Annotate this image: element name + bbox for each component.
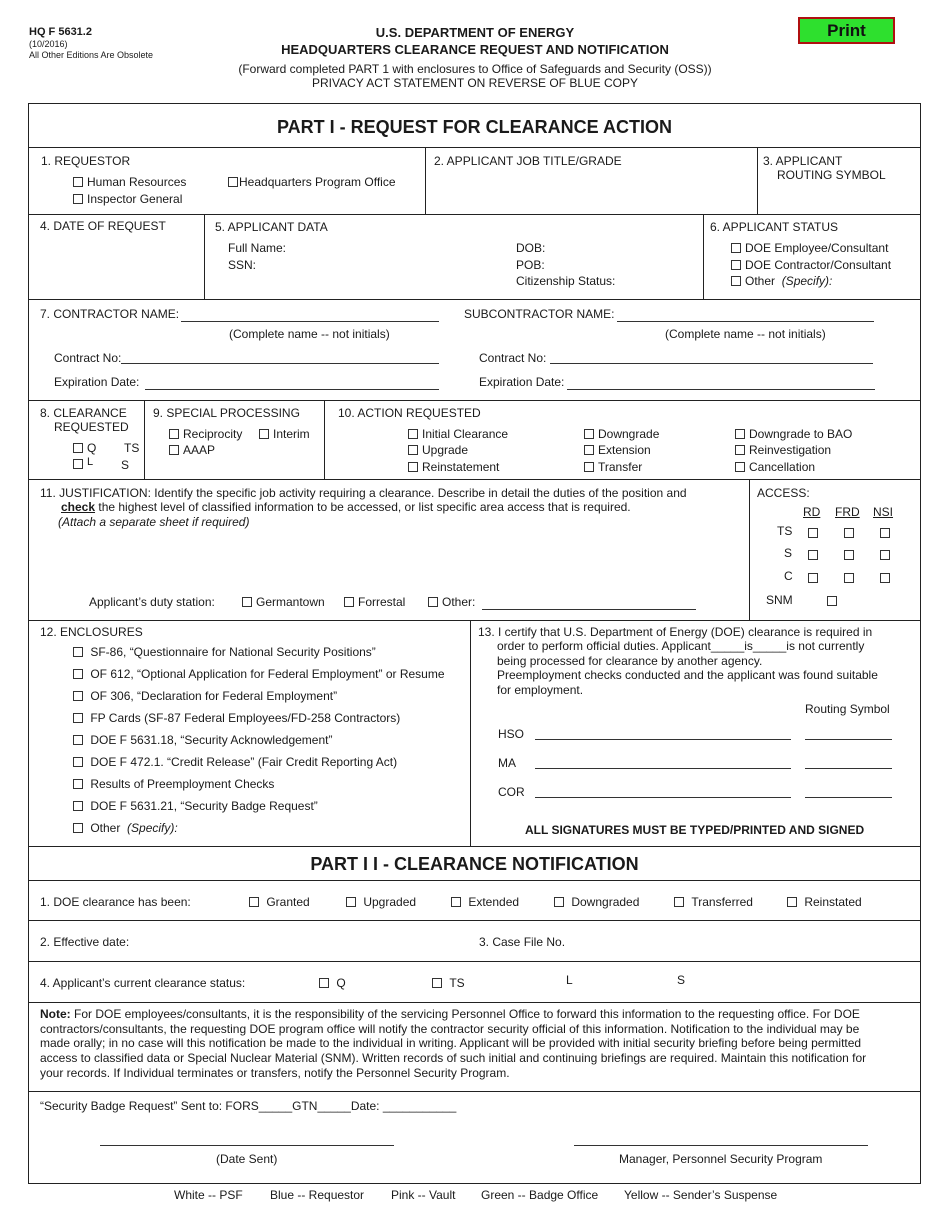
privacy-statement: PRIVACY ACT STATEMENT ON REVERSE OF BLUE COPY (311, 76, 639, 90)
outcome-upgraded[interactable]: Upgraded (346, 895, 416, 909)
initial-checkbox[interactable] (408, 429, 418, 439)
justification-attach: (Attach a separate sheet if required) (58, 515, 250, 529)
outcome-granted[interactable]: Granted (249, 895, 310, 909)
l-checkbox[interactable] (73, 459, 83, 469)
current-s-label: S (677, 973, 686, 987)
copy-yellow: Yellow -- Sender’s Suspense (624, 1188, 778, 1202)
duty-forrestal[interactable]: Forrestal (344, 595, 405, 609)
access-s-frd[interactable] (844, 550, 854, 560)
upgraded-checkbox[interactable] (346, 897, 356, 907)
reinstated-checkbox[interactable] (787, 897, 797, 907)
subcontractor-name-label: SUBCONTRACTOR NAME: (464, 307, 615, 321)
outcome-reinstated[interactable]: Reinstated (787, 895, 862, 909)
subcontractor-name-field[interactable] (617, 321, 874, 322)
enclosure-checkbox[interactable] (73, 713, 83, 723)
outcome-downgraded[interactable]: Downgraded (554, 895, 639, 909)
cor-signature-field[interactable] (535, 797, 791, 798)
enclosure-item[interactable]: Results of Preemployment Checks (73, 777, 274, 791)
clearance-label-1: 8. CLEARANCE (40, 406, 127, 420)
granted-checkbox[interactable] (249, 897, 259, 907)
requestor-ig-option[interactable]: Inspector General (73, 192, 182, 206)
reinstatement-checkbox[interactable] (408, 462, 418, 472)
form-title: HEADQUARTERS CLEARANCE REQUEST AND NOTIFICATION (281, 42, 669, 57)
employee-checkbox[interactable] (731, 243, 741, 253)
enclosure-checkbox[interactable] (73, 735, 83, 745)
enclosure-checkbox[interactable] (73, 669, 83, 679)
date-sent-field[interactable] (100, 1145, 394, 1146)
job-title-label: 2. APPLICANT JOB TITLE/GRADE (434, 154, 622, 168)
enclosure-checkbox[interactable] (73, 647, 83, 657)
access-col-nsi: NSI (873, 505, 894, 519)
routing-label-2: ROUTING SYMBOL (777, 168, 886, 182)
enclosures-label: 12. ENCLOSURES (40, 625, 143, 639)
action-transfer[interactable]: Transfer (584, 460, 642, 474)
access-ts-rd[interactable] (808, 528, 818, 538)
extended-checkbox[interactable] (451, 897, 461, 907)
manager-label: Manager, Personnel Security Program (619, 1152, 823, 1166)
upgrade-checkbox[interactable] (408, 445, 418, 455)
certify-line-1: 13. I certify that U.S. Department of Energy (DOE) clearance is required in (478, 625, 873, 639)
action-extension[interactable]: Extension (584, 443, 651, 457)
enclosure-other[interactable]: Other (Specify): (73, 821, 178, 835)
special-processing-label: 9. SPECIAL PROCESSING (153, 406, 300, 420)
hso-signature-field[interactable] (535, 739, 791, 740)
aaap-option[interactable]: AAAP (169, 443, 215, 457)
current-l-label: L (566, 973, 573, 987)
access-snm-checkbox[interactable] (827, 596, 837, 606)
requestor-hr-option[interactable]: Human Resources (73, 175, 186, 189)
duty-station-label: Applicant’s duty station: (89, 595, 215, 609)
enclosure-item[interactable]: OF 612, “Optional Application for Federal Employment” or Resume (73, 667, 445, 681)
contractor-name-field[interactable] (181, 321, 439, 322)
access-s-nsi[interactable] (880, 550, 890, 560)
access-col-frd: FRD (835, 505, 860, 519)
copy-blue: Blue -- Requestor (270, 1188, 365, 1202)
copy-white: White -- PSF (174, 1188, 243, 1202)
extension-checkbox[interactable] (584, 445, 594, 455)
downgraded-checkbox[interactable] (554, 897, 564, 907)
signatures-note: ALL SIGNATURES MUST BE TYPED/PRINTED AND SIGNED (525, 823, 865, 837)
hso-routing-field[interactable] (805, 739, 892, 740)
access-snm-label: SNM (766, 593, 793, 607)
transferred-checkbox[interactable] (674, 897, 684, 907)
certify-line-3: being processed for clearance by another agency. (497, 654, 763, 668)
citizenship-label: Citizenship Status: (516, 274, 616, 288)
forrestal-checkbox[interactable] (344, 597, 354, 607)
enclosure-checkbox[interactable] (73, 801, 83, 811)
status-employee-option[interactable]: DOE Employee/Consultant (731, 241, 888, 255)
contractor-name-label: 7. CONTRACTOR NAME: (40, 307, 180, 321)
enclosure-item[interactable]: FP Cards (SF-87 Federal Employees/FD-258 Contractors) (73, 711, 400, 725)
access-row-ts: TS (777, 524, 793, 538)
duty-other-checkbox[interactable] (428, 597, 438, 607)
ma-signature-field[interactable] (535, 768, 791, 769)
access-c-nsi[interactable] (880, 573, 890, 583)
status-other-option[interactable]: Other (Specify): (731, 274, 832, 288)
downgrade-checkbox[interactable] (584, 429, 594, 439)
reciprocity-option[interactable]: Reciprocity (169, 427, 242, 441)
expiration-field[interactable] (145, 389, 439, 390)
copy-pink: Pink -- Vault (391, 1188, 456, 1202)
transfer-checkbox[interactable] (584, 462, 594, 472)
action-upgrade[interactable]: Upgrade (408, 443, 468, 457)
action-initial[interactable]: Initial Clearance (408, 427, 508, 441)
routing-label-1: 3. APPLICANT (763, 154, 843, 168)
justification-line-1: 11. JUSTIFICATION: Identify the specific job activity requiring a clearance. Describe in detail the duties of the position and (40, 486, 687, 500)
duty-germantown[interactable]: Germantown (242, 595, 325, 609)
sub-expiration-field[interactable] (567, 389, 875, 390)
cor-label: COR (498, 785, 525, 799)
action-requested-label: 10. ACTION REQUESTED (338, 406, 481, 420)
duty-other[interactable]: Other: (428, 595, 475, 609)
justification-line-2: check the highest level of classified information to be accessed, or list specific area access that is required. (61, 500, 631, 514)
full-name-label: Full Name: (228, 241, 287, 255)
germantown-checkbox[interactable] (242, 597, 252, 607)
reciprocity-checkbox[interactable] (169, 429, 179, 439)
ig-checkbox[interactable] (73, 194, 83, 204)
enclosure-item[interactable]: DOE F 5631.21, “Security Badge Request” (73, 799, 318, 813)
interim-option[interactable]: Interim (259, 427, 310, 441)
dob-label: DOB: (516, 241, 546, 255)
enclosure-item[interactable]: OF 306, “Declaration for Federal Employment” (73, 689, 337, 703)
cor-routing-field[interactable] (805, 797, 892, 798)
hr-checkbox[interactable] (73, 177, 83, 187)
part1-title: PART I - REQUEST FOR CLEARANCE ACTION (277, 117, 672, 137)
contractor-name-hint: (Complete name -- not initials) (229, 327, 390, 341)
enclosure-checkbox[interactable] (73, 691, 83, 701)
print-button[interactable]: Print (798, 17, 895, 44)
requestor-label: 1. REQUESTOR (41, 154, 131, 168)
applicant-data-label: 5. APPLICANT DATA (215, 220, 328, 234)
status-contractor-option[interactable]: DOE Contractor/Consultant (731, 258, 891, 272)
access-s-rd[interactable] (808, 550, 818, 560)
form-date: (10/2016) (29, 39, 68, 49)
access-c-rd[interactable] (808, 573, 818, 583)
access-ts-nsi[interactable] (880, 528, 890, 538)
forward-instructions: (Forward completed PART 1 with enclosures to Office of Safeguards and Security (OSS)) (238, 62, 712, 76)
sub-expiration-label: Expiration Date: (479, 375, 565, 389)
clearance-label-2: REQUESTED (54, 420, 129, 434)
hso-label: HSO (498, 727, 525, 741)
applicant-status-label: 6. APPLICANT STATUS (710, 220, 839, 234)
access-ts-frd[interactable] (844, 528, 854, 538)
ma-routing-field[interactable] (805, 768, 892, 769)
ssn-label: SSN: (228, 258, 257, 272)
manager-signature-field[interactable] (574, 1145, 868, 1146)
other-status-checkbox[interactable] (731, 276, 741, 286)
interim-checkbox[interactable] (259, 429, 269, 439)
current-q-option[interactable]: Q (319, 976, 346, 990)
form-number: HQ F 5631.2 (29, 26, 92, 38)
clearance-s-label: S (121, 458, 130, 472)
action-reinstatement[interactable]: Reinstatement (408, 460, 499, 474)
contractor-checkbox[interactable] (731, 260, 741, 270)
enclosure-checkbox[interactable] (73, 757, 83, 767)
expiration-label: Expiration Date: (54, 375, 140, 389)
date-request-label: 4. DATE OF REQUEST (40, 219, 166, 233)
ma-label: MA (498, 756, 516, 770)
routing-symbol-label: Routing Symbol (805, 702, 890, 716)
downgrade-bao-checkbox[interactable] (735, 429, 745, 439)
certify-line-4: Preemployment checks conducted and the applicant was found suitable (497, 668, 878, 682)
q-checkbox[interactable] (73, 443, 83, 453)
certify-line-2: order to perform official duties. Applicant_____is_____is not currently (497, 639, 865, 653)
action-cancellation[interactable]: Cancellation (735, 460, 815, 474)
action-reinvestigation[interactable]: Reinvestigation (735, 443, 831, 457)
outcome-extended[interactable]: Extended (451, 895, 519, 909)
aaap-checkbox[interactable] (169, 445, 179, 455)
current-ts-checkbox[interactable] (432, 978, 442, 988)
certify-line-5: for employment. (497, 683, 584, 697)
enclosure-item[interactable]: DOE F 5631.18, “Security Acknowledgement” (73, 733, 332, 747)
duty-other-field[interactable] (482, 609, 696, 610)
copy-green: Green -- Badge Office (481, 1188, 599, 1202)
sub-contract-no-field[interactable] (550, 363, 873, 364)
note-paragraph: Note: For DOE employees/consultants, it is the responsibility of the servicing Personnel Office to forward this information to the requesting office. For DOE contractors/consultants, the requesting DOE program office will notify the contractor security official of this information. Notification to the individual may be made orally; in no case will this notification be made to the individual in writing. Applicant will be provided with initial security briefing before being permitted access to classified data or Special Nuclear Material (SNM). Written records of such initial and continuing briefings are required. Maintain this notification for your records. If Individual terminates or transfers, notify the Personnel Security Program. (40, 1007, 867, 1080)
enclosure-other-checkbox[interactable] (73, 823, 83, 833)
enclosure-item[interactable]: DOE F 472.1. “Credit Release” (Fair Credit Reporting Act) (73, 755, 397, 769)
clearance-has-been-label: 1. DOE clearance has been: (40, 895, 191, 909)
badge-request-line[interactable]: “Security Badge Request” Sent to: FORS_____GTN_____Date: ___________ (40, 1099, 457, 1113)
contract-no-label: Contract No: (54, 351, 122, 365)
part2-title: PART I I - CLEARANCE NOTIFICATION (310, 854, 639, 874)
hpo-checkbox[interactable] (228, 177, 238, 187)
case-file-label: 3. Case File No. (479, 935, 566, 949)
access-row-s: S (784, 546, 793, 560)
obsolete-note: All Other Editions Are Obsolete (29, 50, 154, 60)
action-downgrade-bao[interactable]: Downgrade to BAO (735, 427, 852, 441)
agency-title: U.S. DEPARTMENT OF ENERGY (375, 25, 575, 40)
current-status-label: 4. Applicant’s current clearance status: (40, 976, 246, 990)
clearance-q-option[interactable]: Q (73, 441, 96, 455)
access-label: ACCESS: (757, 486, 810, 500)
subcontractor-name-hint: (Complete name -- not initials) (665, 327, 826, 341)
access-col-rd: RD (803, 505, 821, 519)
contract-no-field[interactable] (121, 363, 439, 364)
sub-contract-no-label: Contract No: (479, 351, 547, 365)
requestor-hpo-option[interactable]: Headquarters Program Office (228, 175, 396, 189)
current-q-checkbox[interactable] (319, 978, 329, 988)
outcome-transferred[interactable]: Transferred (674, 895, 753, 909)
clearance-ts-label: TS (124, 441, 140, 455)
enclosure-item[interactable]: SF-86, “Questionnaire for National Security Positions” (73, 645, 376, 659)
effective-date-label: 2. Effective date: (40, 935, 130, 949)
cancellation-checkbox[interactable] (735, 462, 745, 472)
date-sent-label: (Date Sent) (216, 1152, 278, 1166)
enclosure-checkbox[interactable] (73, 779, 83, 789)
pob-label: POB: (516, 258, 545, 272)
action-downgrade[interactable]: Downgrade (584, 427, 659, 441)
access-row-c: C (784, 569, 793, 583)
clearance-l-option[interactable]: L (73, 457, 93, 471)
reinvestigation-checkbox[interactable] (735, 445, 745, 455)
access-c-frd[interactable] (844, 573, 854, 583)
current-ts-option[interactable]: TS (432, 976, 465, 990)
